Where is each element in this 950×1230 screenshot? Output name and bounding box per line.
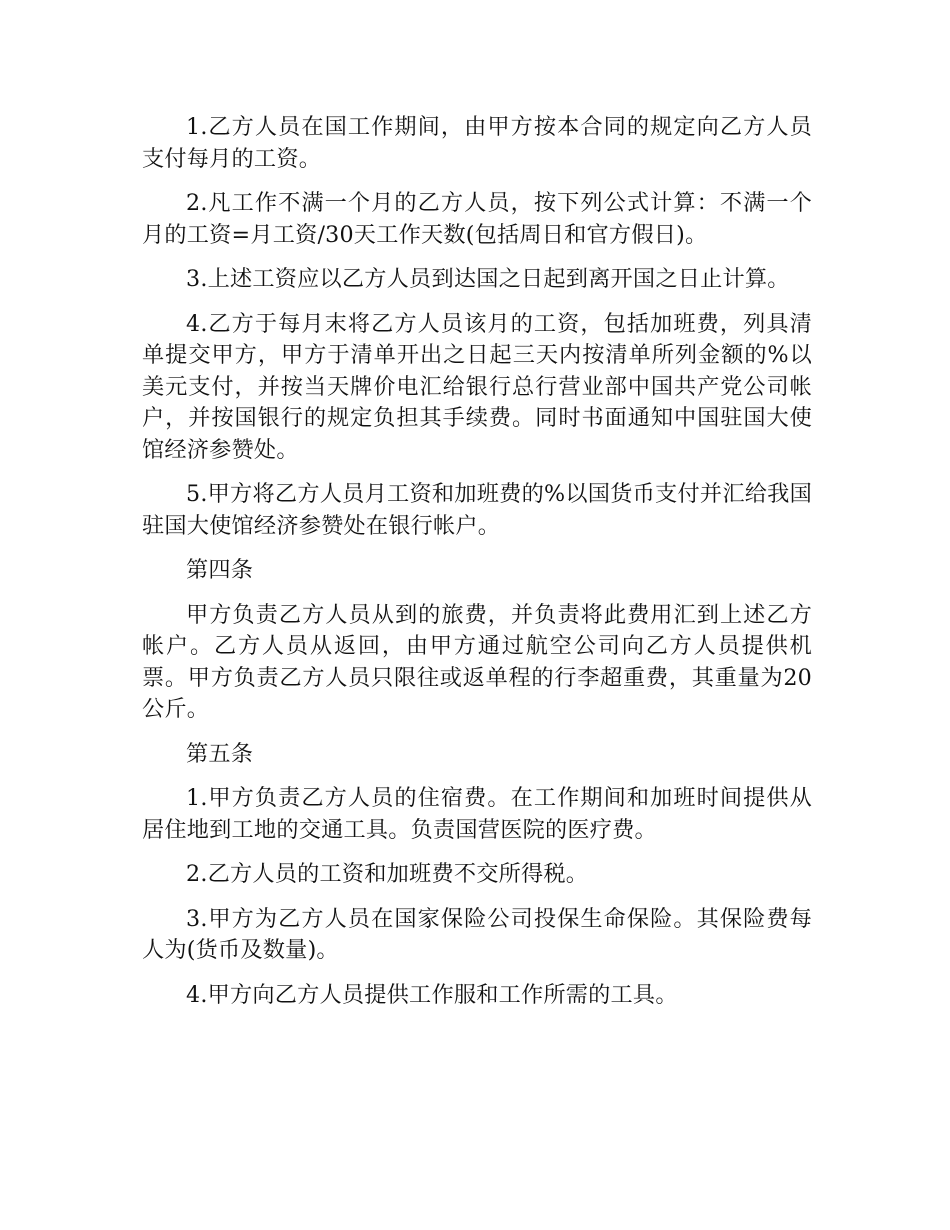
paragraph-salary-period: 3.上述工资应以乙方人员到达国之日起到离开国之日止计算。 [186,266,790,292]
article-4-heading: 第四条 [186,557,254,583]
document-body [142,112,812,1024]
paragraph-local-currency-payment: 5.甲方将乙方人员月工资和加班费的%以国货币支付并汇给我国驻国大使馆经济参赞处在银行帐户。 [142,481,812,539]
article-5-item-accommodation: 1.甲方负责乙方人员的住宿费。在工作期间和加班时间提供从居住地到工地的交通工具。负责国营医院的医疗费。 [142,785,812,843]
article-5-heading: 第五条 [186,740,254,767]
article-5-item-work-clothes: 4.甲方向乙方人员提供工作服和工作所需的工具。 [186,981,678,1008]
paragraph-monthly-settlement: 4.乙方于每月末将乙方人员该月的工资，包括加班费，列具清单提交甲方，甲方于清单开出之日起三天内按清单所列金额的%以美元支付，并按当天牌价电汇给银行总行营业部中国共产党公司帐户，并按国银行的规定负担其手续费。同时书面通知中国驻国大使馆经济参赞处。 [142,310,812,463]
article-5-item-income-tax: 2.乙方人员的工资和加班费不交所得税。 [186,861,589,887]
paragraph-salary-payment: 1.乙方人员在国工作期间，由甲方按本合同的规定向乙方人员支付每月的工资。 [142,114,812,172]
article-5-item-insurance: 3.甲方为乙方人员在国家保险公司投保生命保险。其保险费每人为(货币及数量)。 [142,905,812,963]
article-4-body: 甲方负责乙方人员从到的旅费，并负责将此费用汇到上述乙方帐户。乙方人员从返回，由甲方通过航空公司向乙方人员提供机票。甲方负责乙方人员只限往或返单程的行李超重费，其重量为20公斤。 [142,601,812,722]
paragraph-partial-month-formula: 2.凡工作不满一个月的乙方人员，按下列公式计算：不满一个月的工资=月工资/30天工作天数(包括周日和官方假日)。 [142,190,812,248]
